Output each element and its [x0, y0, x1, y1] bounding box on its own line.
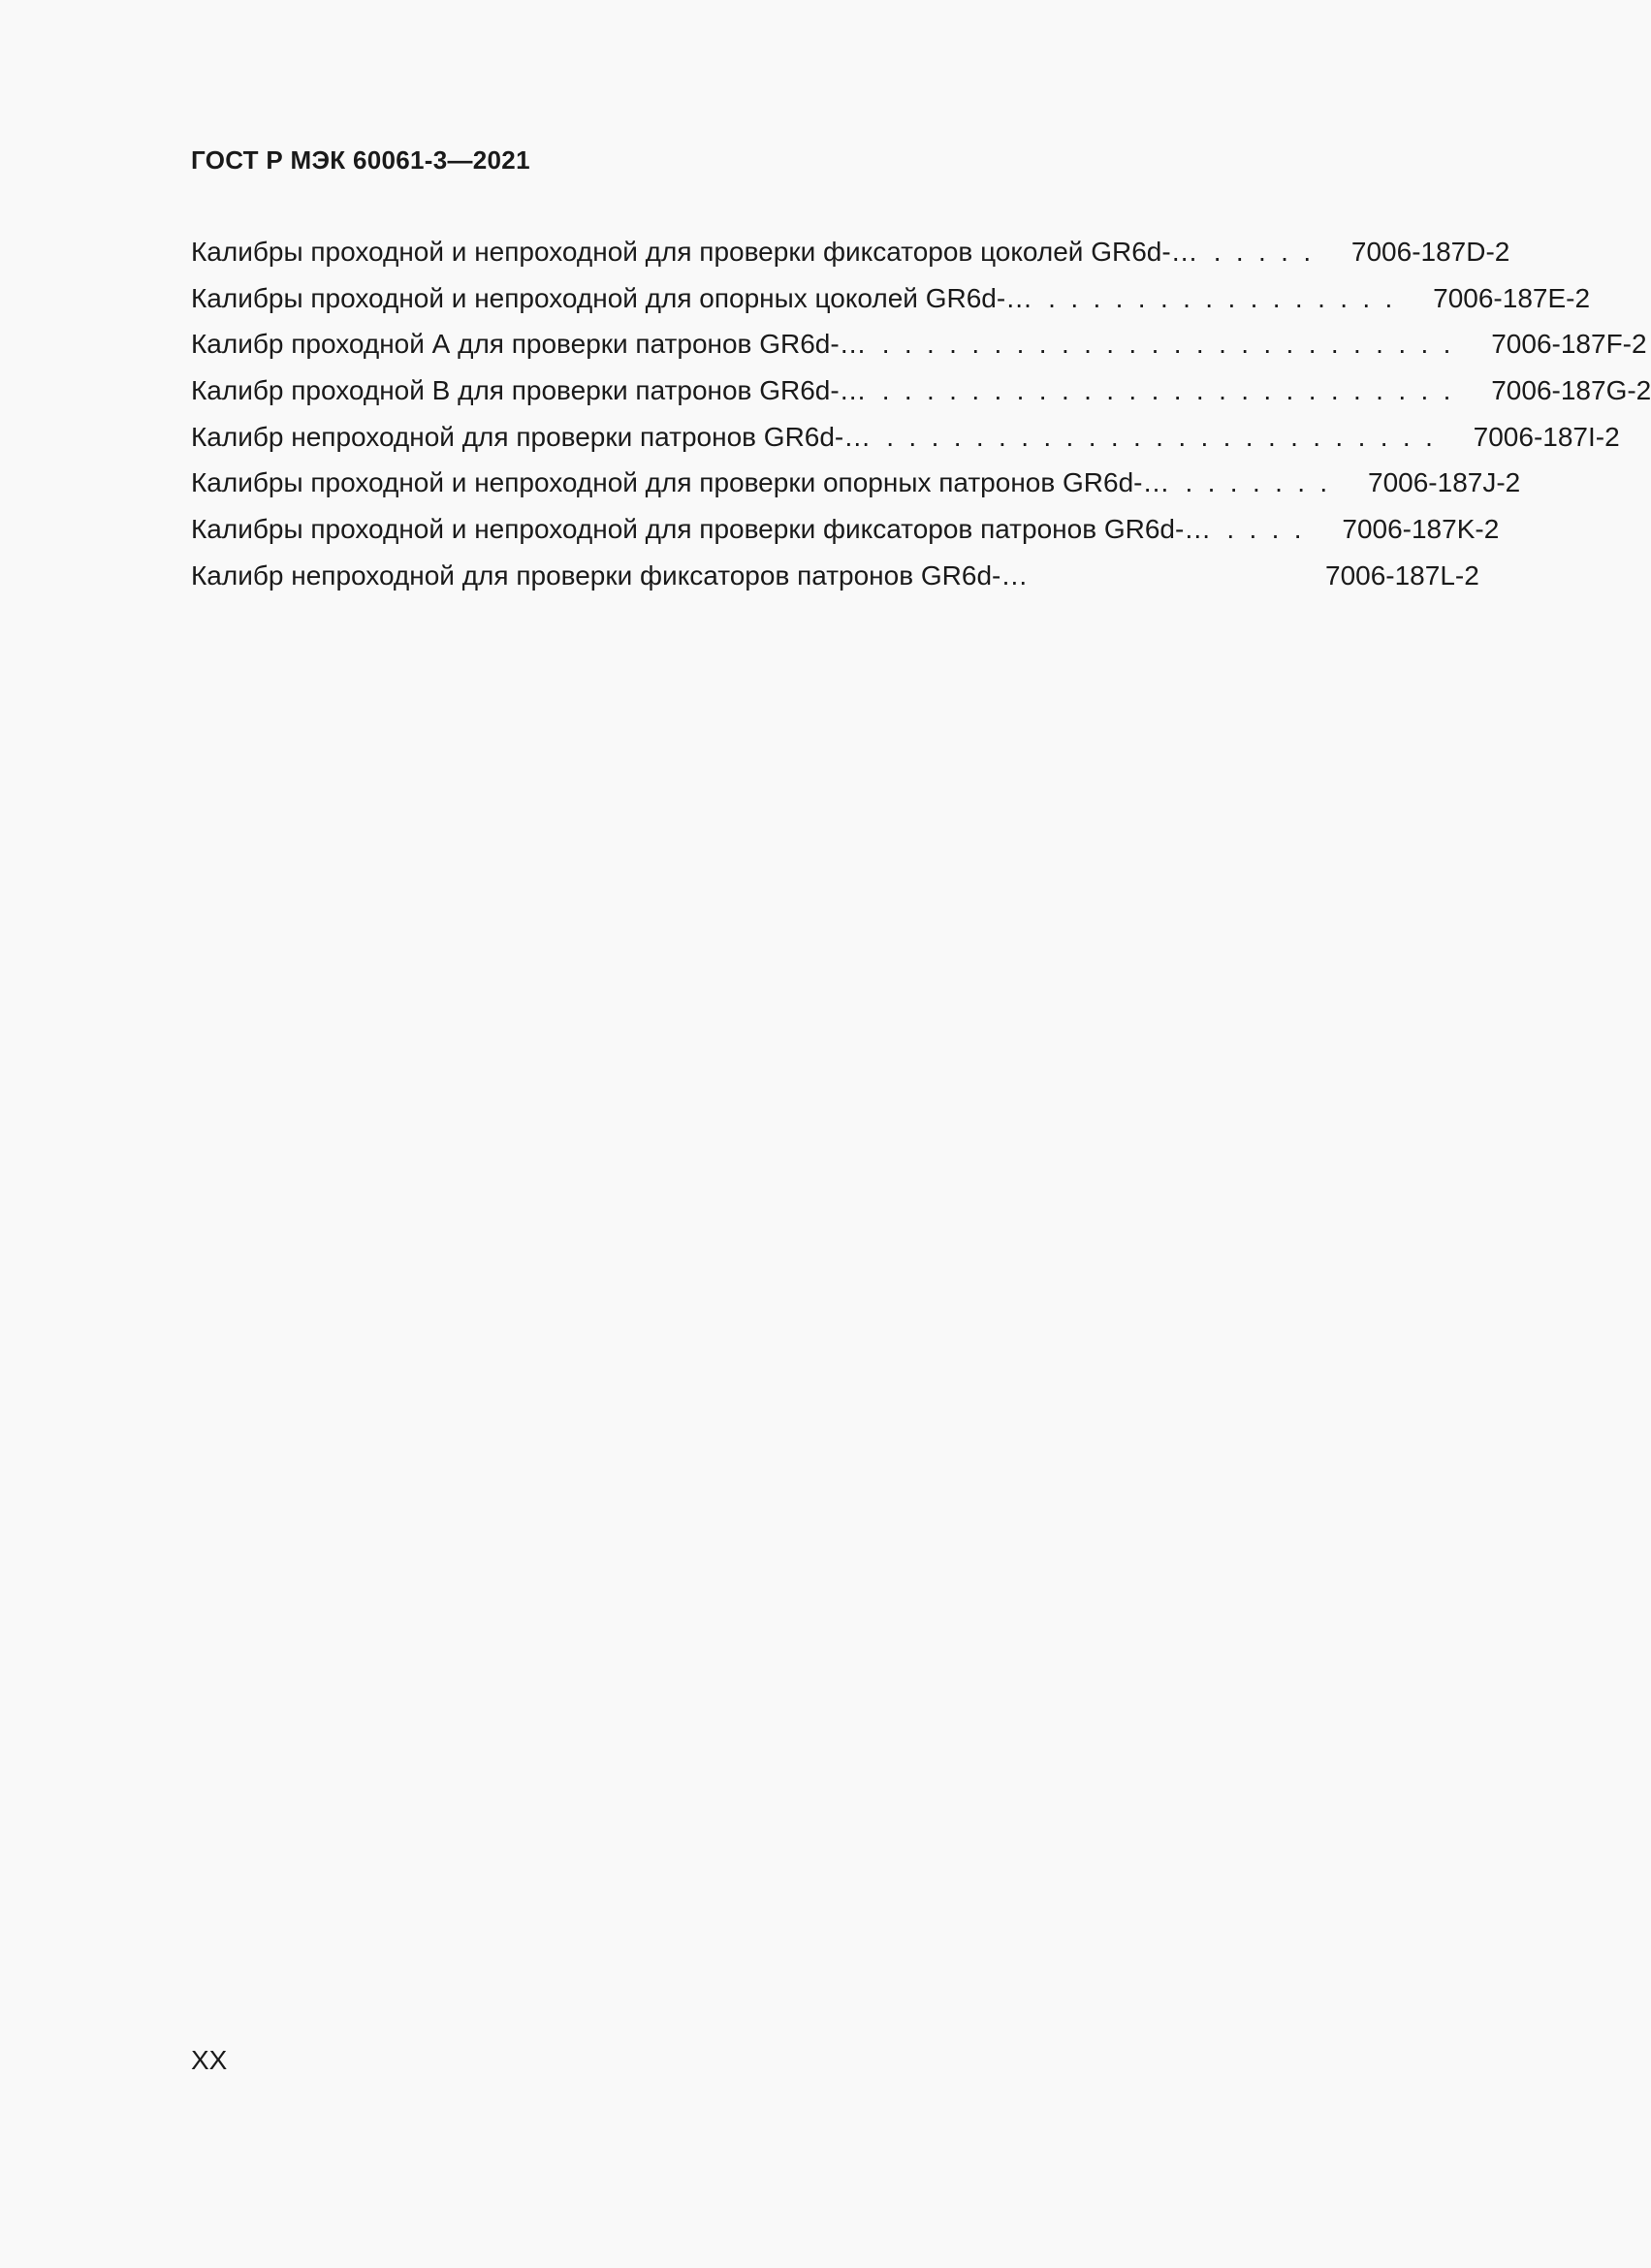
- table-of-contents: [191, 233, 1651, 603]
- toc-entry-title: Калибр непроходной для проверки фиксаторов патронов GR6d-…: [191, 559, 1029, 591]
- toc-dot-leader: . . . . . . . . . . . . . . . . . . . . . . . . . .: [881, 329, 1455, 360]
- toc-dot-leader: . . . . . . . . . . . . . . . . . . . . . . . . . .: [881, 375, 1455, 406]
- toc-entry-code: 7006-187G-2: [1491, 375, 1651, 406]
- toc-entry: [191, 279, 1591, 326]
- toc-entry-code: 7006-187D-2: [1350, 237, 1510, 267]
- toc-dot-leader: . . . . . . .: [1185, 467, 1332, 498]
- toc-dot-leader: . . . . . . . . . . . . . . . .: [1048, 282, 1397, 313]
- toc-entry-title: Калибры проходной и непроходной для опорных цоколей GR6d-…: [191, 282, 1033, 313]
- toc-entry-title: Калибр непроходной для проверки патронов GR6d-…: [191, 421, 872, 452]
- page-number: XX: [191, 2045, 228, 2075]
- toc-entry-title: Калибры проходной и непроходной для проверки опорных патронов GR6d-…: [191, 467, 1170, 498]
- toc-entry-code: 7006-187F-2: [1491, 329, 1647, 360]
- toc-dot-leader: . . . .: [1226, 514, 1306, 545]
- toc-dot-leader: . . . . . . . . . . . . . . . . . . . . . . . . .: [886, 421, 1437, 452]
- toc-entry: [191, 463, 1521, 510]
- toc-entry-title: Калибр проходной В для проверки патронов GR6d-…: [191, 375, 867, 406]
- toc-entry: [191, 510, 1500, 557]
- toc-entry-code: 7006-187E-2: [1433, 282, 1591, 313]
- toc-entry-code: 7006-187K-2: [1342, 514, 1500, 545]
- toc-entry-code: 7006-187I-2: [1473, 421, 1620, 452]
- toc-entry: [191, 371, 1651, 418]
- toc-entry-code: 7006-187L-2: [1325, 559, 1479, 591]
- toc-entry-code: 7006-187J-2: [1368, 467, 1521, 498]
- toc-entry-title: Калибры проходной и непроходной для проверки фиксаторов патронов GR6d-…: [191, 514, 1212, 545]
- document-header: ГОСТ Р МЭК 60061-3—2021: [191, 145, 530, 175]
- toc-entry: [191, 233, 1510, 279]
- toc-entry: [191, 418, 1620, 464]
- toc-dot-leader: . . . . .: [1213, 237, 1315, 267]
- toc-entry-title: Калибры проходной и непроходной для проверки фиксаторов цоколей GR6d-…: [191, 237, 1198, 267]
- toc-entry: [191, 325, 1647, 371]
- toc-entry-title: Калибр проходной А для проверки патронов GR6d-…: [191, 329, 867, 360]
- toc-entry: [191, 557, 1480, 603]
